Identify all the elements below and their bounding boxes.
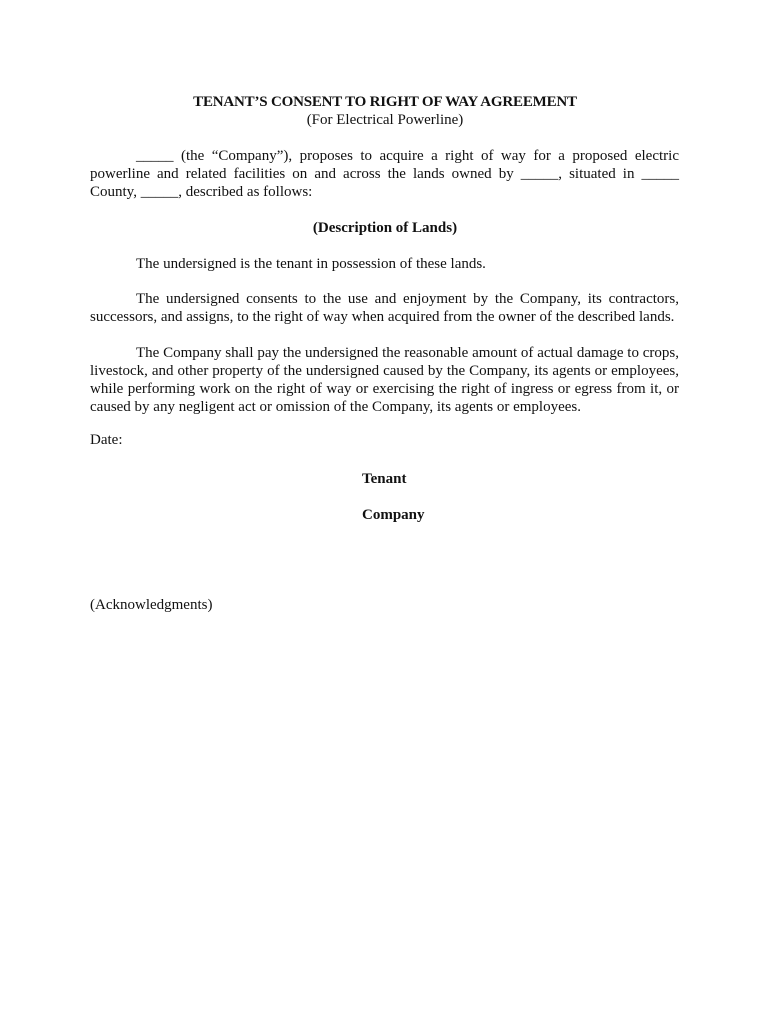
document-title: TENANT’S CONSENT TO RIGHT OF WAY AGREEMENT [193,94,577,110]
signature-tenant: Tenant [362,471,407,487]
paragraph-consent: The undersigned consents to the use and enjoyment by the Company, its contractors, successors, and assigns, to the right of way when acquired from the owner of the described lands. [90,291,679,325]
paragraph-damages: The Company shall pay the undersigned the reasonable amount of actual damage to crops, livestock, and other property of the undersigned caused by the Company, its agents or employees, while performing work on the right of way or exercising the right of ingress or egress from it, or caused by any negligent act or omission of the Company, its agents or employees. [90,345,679,415]
paragraph-intro: _____ (the “Company”), proposes to acquire a right of way for a proposed electric powerline and related facilities on and across the lands owned by _____, situated in _____ County, _____, described as follows: [90,148,679,200]
description-heading: (Description of Lands) [312,220,458,236]
document-subtitle: (For Electrical Powerline) [306,112,464,128]
paragraph-tenant-status: The undersigned is the tenant in possession of these lands. [136,256,486,272]
signature-company: Company [362,507,425,523]
acknowledgments-label: (Acknowledgments) [90,597,213,613]
date-label: Date: [90,432,123,448]
